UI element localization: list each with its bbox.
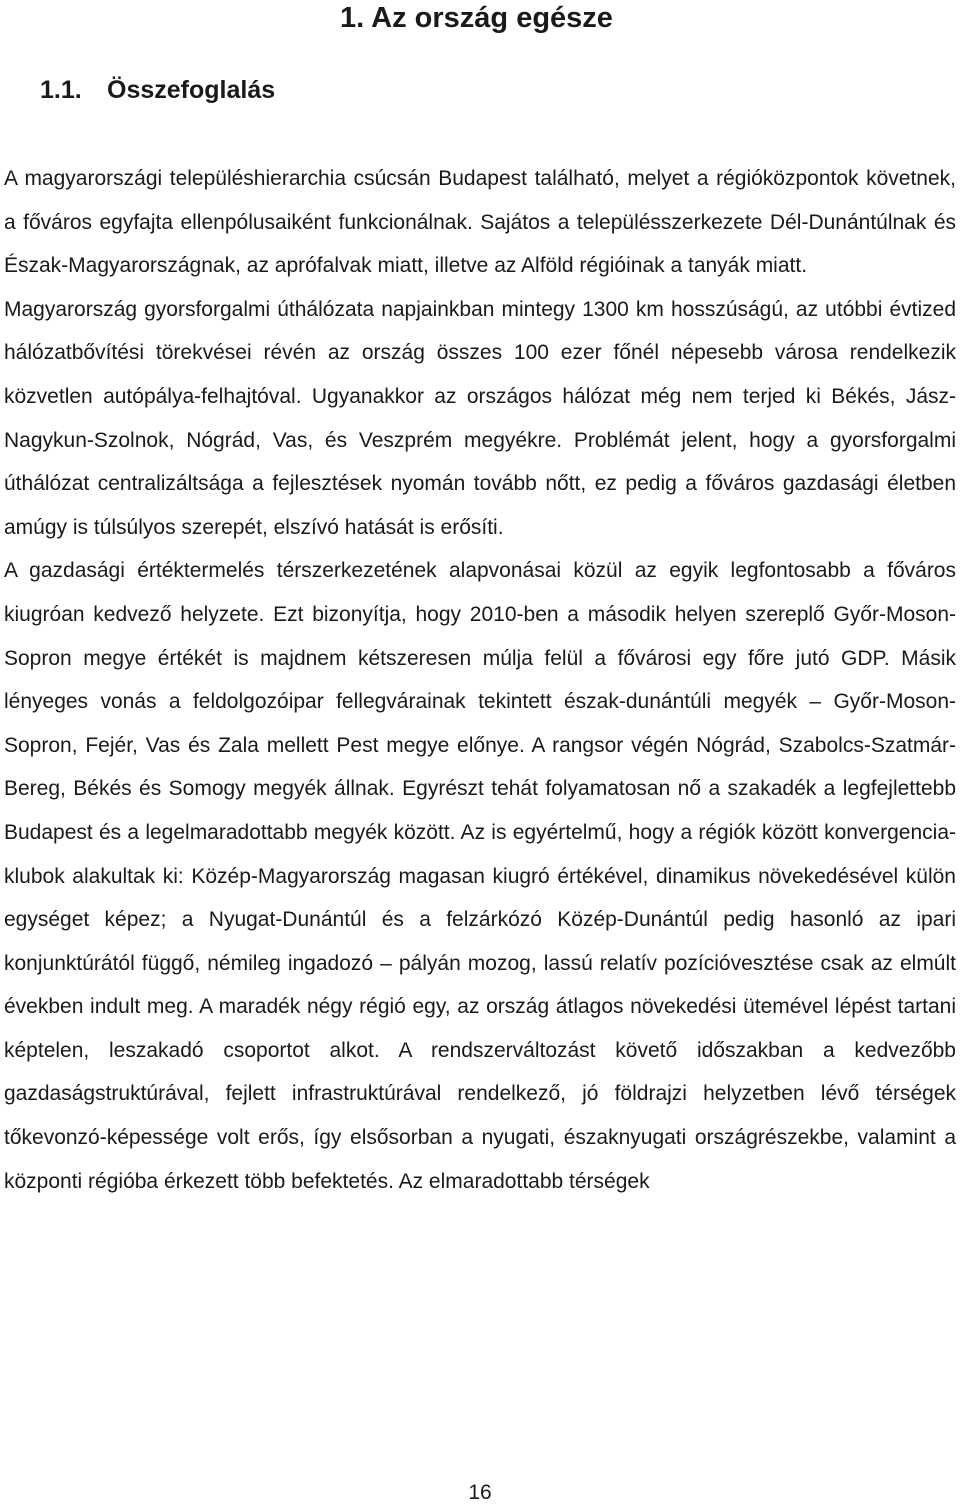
paragraph-motorway-network: Magyarország gyorsforgalmi úthálózata napjainkban mintegy 1300 km hosszúságú, az utóbbi évtized hálózatbővítési törekvései révén az ország összes 100 ezer főnél népesebb városa rendelkezik közvetlen autópálya-felhajtóval. Ugyanakkor az országos hálózat még nem terjed ki Békés, Jász-Nagykun-Szolnok, Nógrád, Vas, és Veszprém megyékre. Problémát jelent, hogy a gyorsforgalmi úthálózat centralizáltsága a fejlesztések nyomán tovább nőtt, ez pedig a főváros gazdasági életben amúgy is túlsúlyos szerepét, elszívó hatását is erősíti. xyxy=(4,297,956,539)
section-number: 1.1. xyxy=(40,76,82,104)
page-number: 16 xyxy=(468,1481,492,1504)
section-title: Összefoglalás xyxy=(107,76,276,104)
body-text xyxy=(4,157,956,1203)
paragraph-economic-structure: A gazdasági értéktermelés térszerkezetének alapvonásai közül az egyik legfontosabb a főváros kiugróan kedvező helyzete. Ezt bizonyítja, hogy 2010-ben a második helyen szereplő Győr-Moson-Sopron megye értékét is majdnem kétszeresen múlja felül a fővárosi egy főre jutó GDP. Másik lényeges vonás a feldolgozóipar fellegvárainak tekintett észak-dunántúli megyék – Győr-Moson-Sopron, Fejér, Vas és Zala mellett Pest megye előnye. A rangsor végén Nógrád, Szabolcs-Szatmár-Bereg, Békés és Somogy megyék állnak. Egyrészt tehát folyamatosan nő a szakadék a legfejlettebb Budapest és a legelmaradottabb megyék között. Az is egyértelmű, hogy a régiók között konvergencia-klubok alakultak ki: Közép-Magyarország magasan kiugró értékével, dinamikus növekedésével külön egységet képez; a Nyugat-Dunántúl és a felzárkózó Közép-Dunántúl pedig hasonló az ipari konjunktúrától függő, némileg ingadozó – pályán mozog, lassú relatív pozícióvesztése csak az elmúlt években indult meg. A maradék négy régió egy, az ország átlagos növekedési ütemével lépést tartani képtelen, leszakadó csoportot alkot. A rendszerváltozást követő időszakban a kedvezőbb gazdaságstruktúrával, fejlett infrastruktúrával rendelkező, jó földrajzi helyzetben lévő térségek tőkevonzó-képessége volt erős, így elsősorban a nyugati, északnyugati országrészekbe, valamint a központi régióba érkezett több befektetés. Az elmaradottabb térségek xyxy=(4,559,956,1193)
chapter-title: 1. Az ország egésze xyxy=(340,2,613,34)
section-heading xyxy=(40,74,275,106)
paragraph-settlement-hierarchy: A magyarországi településhierarchia csúcsán Budapest található, melyet a régióközpontok követnek, a főváros egyfajta ellenpólusaiként funkcionálnak. Sajátos a településszerkezete Dél-Dunántúlnak és Észak-Magyarországnak, az aprófalvak miatt, illetve az Alföld régióinak a tanyák miatt. xyxy=(4,167,956,278)
